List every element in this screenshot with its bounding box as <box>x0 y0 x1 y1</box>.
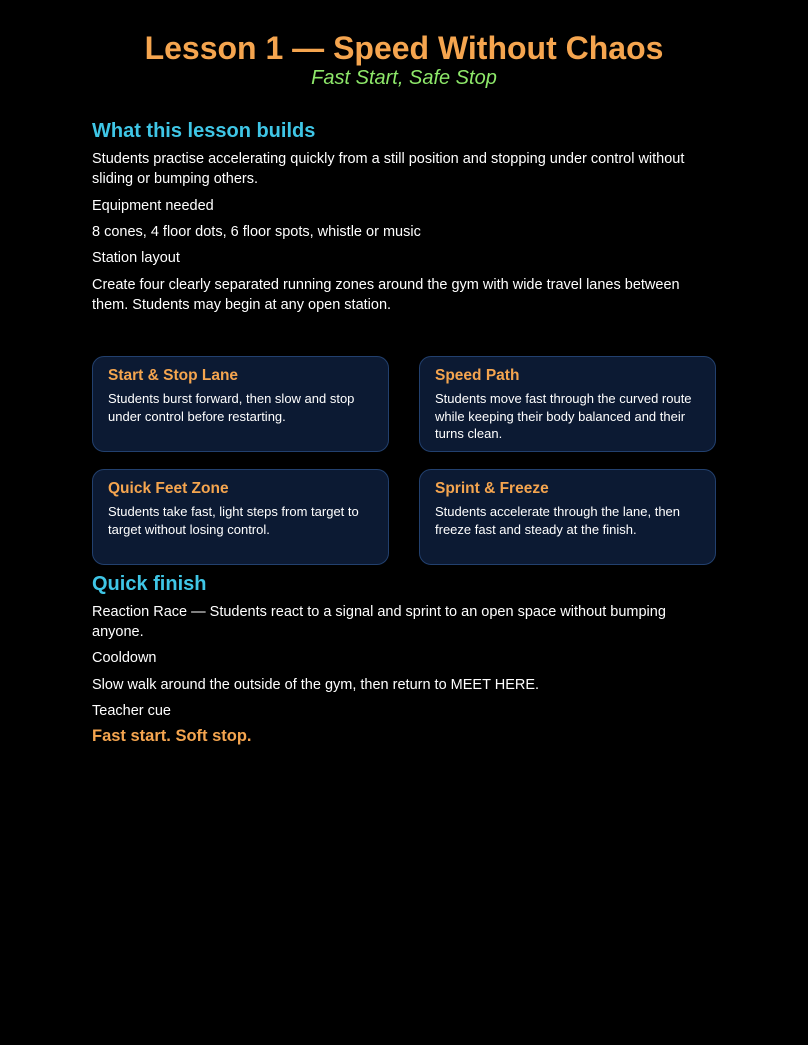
station-title: Start & Stop Lane <box>108 367 239 384</box>
station-text: Students take fast, light steps from target to target without losing control. <box>108 504 359 537</box>
equipment-list: 8 cones, 4 floor dots, 6 floor spots, whistle or music <box>92 224 421 240</box>
teacher-cue: Fast start. Soft stop. <box>92 727 252 745</box>
finish-heading: Quick finish <box>92 573 207 595</box>
station-card-start-stop-lane <box>92 356 389 452</box>
page-title: Lesson 1 — Speed Without Chaos <box>144 30 664 66</box>
station-text: Students move fast through the curved route while keeping their body balanced and their turns clean. <box>435 391 692 441</box>
cooldown-label: Cooldown <box>92 650 157 666</box>
station-card-speed-path <box>419 356 716 452</box>
station-text: Students accelerate through the lane, then freeze fast and steady at the finish. <box>435 504 681 537</box>
equipment-label: Equipment needed <box>92 198 214 214</box>
builds-description: Students practise accelerating quickly from a still position and stopping under control without sliding or bumping others. <box>92 151 685 187</box>
layout-label: Station layout <box>92 250 180 266</box>
station-title: Sprint & Freeze <box>435 480 549 497</box>
station-card-quick-feet-zone <box>92 469 389 565</box>
station-title: Speed Path <box>435 367 520 384</box>
station-text: Students burst forward, then slow and stop under control before restarting. <box>108 391 355 424</box>
cooldown-description: Slow walk around the outside of the gym, then return to MEET HERE. <box>92 677 540 693</box>
station-title: Quick Feet Zone <box>108 480 229 497</box>
teacher-cue-label: Teacher cue <box>92 703 171 719</box>
finish-activity: Reaction Race — Students react to a signal and sprint to an open space without bumping anyone. <box>92 604 666 640</box>
page-subtitle: Fast Start, Safe Stop <box>311 67 497 89</box>
builds-heading: What this lesson builds <box>92 120 316 142</box>
layout-description: Create four clearly separated running zones around the gym with wide travel lanes between them. Students may begin at any open station. <box>92 277 680 313</box>
station-card-sprint-freeze <box>419 469 716 565</box>
